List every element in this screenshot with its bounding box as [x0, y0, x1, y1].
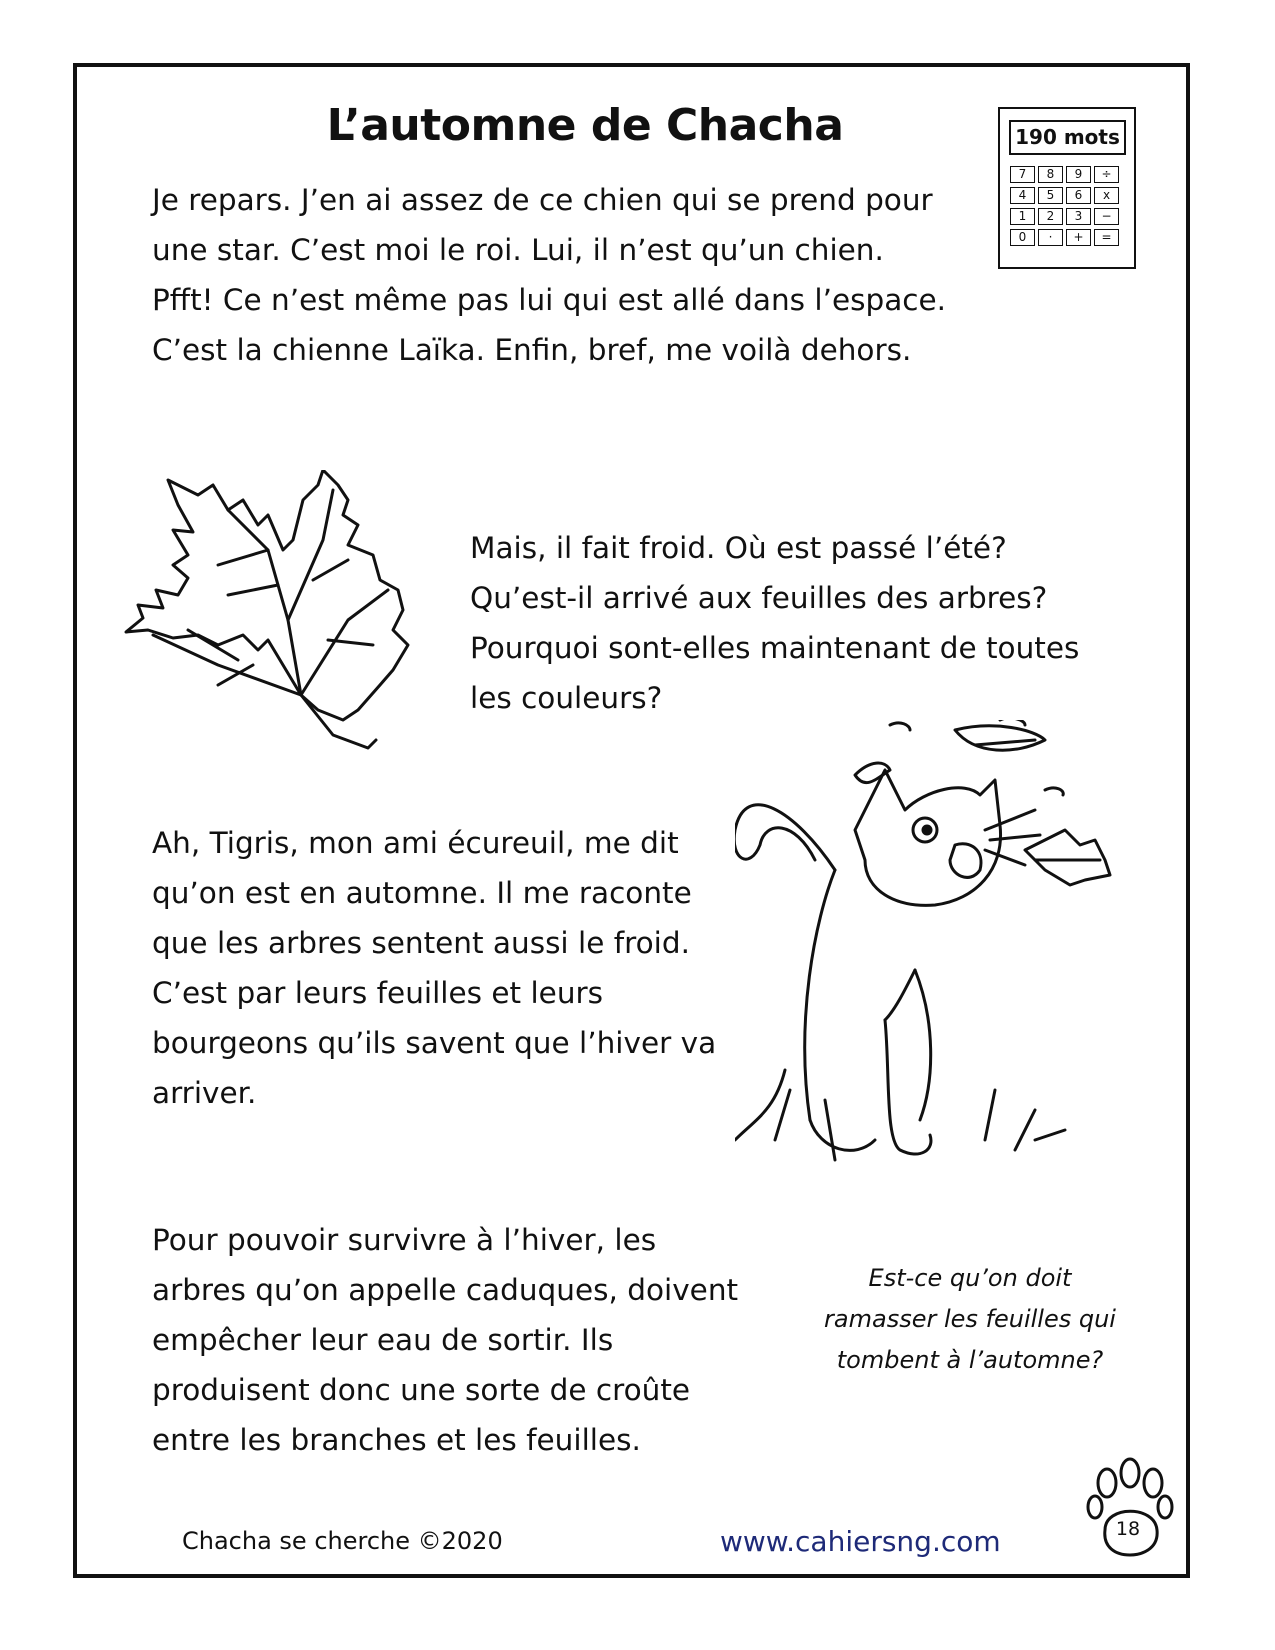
calculator-key: 1: [1010, 208, 1035, 225]
calculator-key: x: [1094, 187, 1119, 204]
calculator-key: 8: [1038, 166, 1063, 183]
paragraph-survival: Pour pouvoir survivre à l’hiver, les arbres qu’on appelle caduques, doivent empêcher leur eau de sortir. Ils produisent donc une sorte de croûte entre les branches et les feuilles.: [152, 1223, 739, 1457]
paragraph-autumn-questions: Mais, il fait froid. Où est passé l’été? Qu’est-il arrivé aux feuilles des arbres? Pourquoi sont-elles maintenant de toutes les couleurs?: [470, 531, 1080, 715]
paragraph-intro: Je repars. J’en ai assez de ce chien qui se prend pour une star. C’est moi le roi. Lui, il n’est qu’un chien. Pfft! Ce n’est même pas lui qui est allé dans l’espace. C’est la chienne Laïka. Enfin, bref, me voilà dehors.: [152, 183, 947, 367]
calculator-key: 6: [1066, 187, 1091, 204]
calculator-key: 7: [1010, 166, 1035, 183]
calculator-key: 5: [1038, 187, 1063, 204]
calculator-key: −: [1094, 208, 1119, 225]
calculator-key: ·: [1038, 229, 1063, 246]
calculator-key: 3: [1066, 208, 1091, 225]
page-number: 18: [1115, 1518, 1141, 1540]
calculator-icon: [998, 107, 1136, 269]
page-title: L’automne de Chacha: [326, 100, 844, 151]
calculator-key: 2: [1038, 208, 1063, 225]
calculator-key: 9: [1066, 166, 1091, 183]
calculator-key: +: [1066, 229, 1091, 246]
side-question: Est-ce qu’on doit ramasser les feuilles qui tombent à l’automne?: [824, 1264, 1116, 1374]
calculator-key: =: [1094, 229, 1119, 246]
paw-icon: [1085, 1455, 1175, 1560]
word-count: 190 mots: [1009, 120, 1126, 155]
footer-url-link[interactable]: www.cahiersng.com: [720, 1525, 1001, 1558]
maple-leaf-icon: [118, 470, 423, 785]
paragraph-tigris: Ah, Tigris, mon ami écureuil, me dit qu’on est en automne. Il me raconte que les arbres sentent aussi le froid. C’est par leurs feuilles et leurs bourgeons qu’ils savent que l’hiver va arriver.: [152, 826, 717, 1110]
footer-copyright: Chacha se cherche ©2020: [182, 1527, 503, 1555]
cat-icon: [735, 720, 1165, 1220]
calculator-keys: [1010, 166, 1119, 246]
calculator-key: 0: [1010, 229, 1035, 246]
calculator-key: ÷: [1094, 166, 1119, 183]
calculator-key: 4: [1010, 187, 1035, 204]
